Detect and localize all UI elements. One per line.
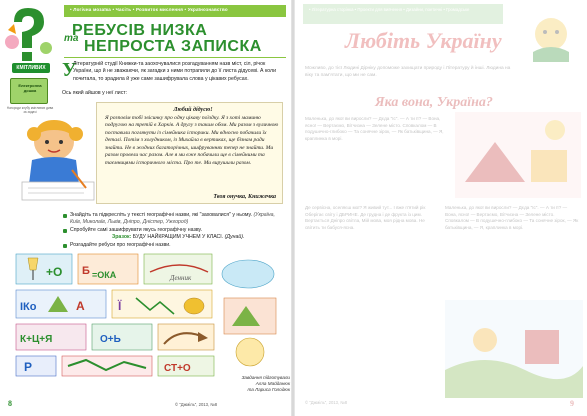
page-number-left: 8 [8,399,12,408]
right-illustration-top [455,112,581,198]
right-intro: Можливо, до тієї Людині Дірніку допоможе захищати природу і Літературу й інші. Людина на віку та пам’ятати, що ми не сам. [305,66,511,78]
right-column-1: Маленька, до якої ви виросли? — Дєда "Іс". — А ти її? — Вона, ясно! — Вертаємо, Вітчизна — Зелене місто. Сповкалом — В подушечно-глибоко — Та сонячне зірок, — Як батьківщина, — Я, краплинка в морі. [305,116,444,141]
rebus-5 [112,290,212,318]
task-1-note: (Україна, Київ, Миколаїв, Львів, Дніпро, Дністер, Ужгород) [70,212,275,226]
sample-line [62,234,284,241]
svg-text:О+Ь: О+Ь [100,334,121,345]
intro-paragraph: Літературній студії Книжки-та заохочувалися розгадуванням назв міст, сіл, річок України, що й не зважаючи, як загадки з ними потрапили до її листа дідусеві. А коли почитала, то зрадила й уже саме зашифрувала слова у цікавих ребусах. [73,61,276,82]
rebus-1 [16,254,72,284]
right-footer: © "Джміль", 2013, №8 [305,400,348,405]
svg-text:Ї: Ї [118,299,122,313]
svg-text:=ОКА: =ОКА [92,270,117,280]
sample-label: Зразок: [112,234,132,241]
svg-text:СТ+О: СТ+О [164,363,191,374]
letter-signature: Твоя онучка, Книжечка [213,194,276,200]
task-item [62,242,284,249]
right-title: Любіть Україну [345,28,502,53]
credit-line-3: та Лариса Голодюк [247,387,290,392]
task-list [62,212,284,249]
right-subtitle: Яка вона, Україна? [375,95,493,110]
rebus-10 [62,356,152,376]
right-header-text: • Літературна сторінка • Проекти для вивчення • Дизайни, поетичні • Громадське [309,7,470,12]
right-illustration-bottom [445,300,583,398]
rebus-11 [158,356,214,376]
sample-answer: (Дунай). [224,234,245,241]
task-item [62,227,284,234]
sample-text: БУДУ НАЙКРАЩИМ УЧНЕМ У КЛАСІ. [132,234,224,241]
letter-text [105,107,281,167]
letter-note [96,102,283,204]
rebus-9 [16,356,56,376]
rebus-puzzles [10,252,285,378]
right-logo-illustration [523,12,579,64]
svg-text:Б: Б [82,265,90,277]
girl-writing-illustration [14,112,100,204]
letter-body: Я розповім тобі звісинку про одну цікаву поїздку. Я з хоті маминю подругою на третій в Харків. А другу з таким обом. Ми разом з вуличною поставили поглянути із сімейника історики. Ми вдносно побачили їх деталі. Потім з холудником, із Михайла в вертиках, ще бізнам ради знайти. Не в жодних багаторічних, шифруваннях тепер не знайти. Ми разом провели час разом. Але я ми вже побачили ще в сімейними та таємницями історичного міста. Про те. Ми вирушили разом. [105,114,279,166]
credit-line-1: Завдання підготували [241,375,290,380]
badge-caption: Нагороди клубу кмітливих дива за задачі [6,106,54,114]
club-bottom-label: КМІТЛИВИХ [12,63,50,73]
letter-greeting: Любий дідусю! [173,107,213,113]
page-number-right: 9 [570,399,574,408]
right-header-bar [303,4,503,24]
svg-text:К+Ц+Я: К+Ц+Я [20,334,53,345]
electronic-board-badge[interactable] [10,78,48,104]
footer-left: © "Джміль", 2013, №8 [175,402,218,407]
svg-text:Р: Р [24,360,33,374]
rebus-3 [144,254,212,284]
dropcap: У [62,59,77,81]
left-page [0,0,292,416]
task-3-text: Розгадайте ребуси про географічні назви. [70,241,171,248]
rebus-4 [16,290,106,318]
rebus-2 [78,254,138,284]
title-conjunction: та [64,33,79,44]
intro-paragraph-2: Ось який айшов у неї лист: [62,90,128,96]
title-line-1: РЕБУСІВ НИЗКА [72,22,208,39]
svg-text:+O: +O [46,265,63,279]
right-page-content [295,0,587,416]
rebus-8 [158,324,214,350]
credit-block [205,375,290,393]
title-line-2: НЕПРОСТА ЗАПИСКА [84,38,262,55]
svg-text:ІКо: ІКо [20,301,37,313]
task-2-text: Спробуйте самі зашифрувати якусь географічну назву. [70,226,203,233]
credit-line-2: Алла Майданюк [255,381,290,386]
right-page [295,0,587,416]
svg-text:А: А [76,299,85,313]
rebus-6 [16,324,86,350]
badge-text: Електронна дошка [18,83,42,93]
task-item [62,212,284,227]
svg-text:Денник: Денник [170,274,192,282]
right-column-3: Маленька, до якої ви виросли? — Дєда "Іс". — А ти її? — Вона, ясно! — Вертаємо, Вітчизна — Зелене місто. Сповкалом — В подушечно-глибоко — Та сонячне зірок, — Як батьківщина, — Я, краплинка в морі. [445,205,579,230]
section-header-text: • Логічна мозаїка • Часіть • Розвиток мислення • Українознавство [70,7,228,12]
right-column-2: Де сервісна, оселяєш мої? Я живий тут... І вже п'ятий рік Оберігає світу і ДБРИНЕ. Де грудна і де фрукта із цим. Вертається Дніпро світла, Мій мова, моя рідна мова. Не світить ти бабуся-ясна. [305,205,426,230]
title-divider [64,57,286,58]
rebus-7 [92,324,152,350]
task-1-text: Знайдіть та підкресліть у тексті географічні назви, які "заховалися" у ньому. [70,212,252,218]
section-header-bar [64,5,286,17]
